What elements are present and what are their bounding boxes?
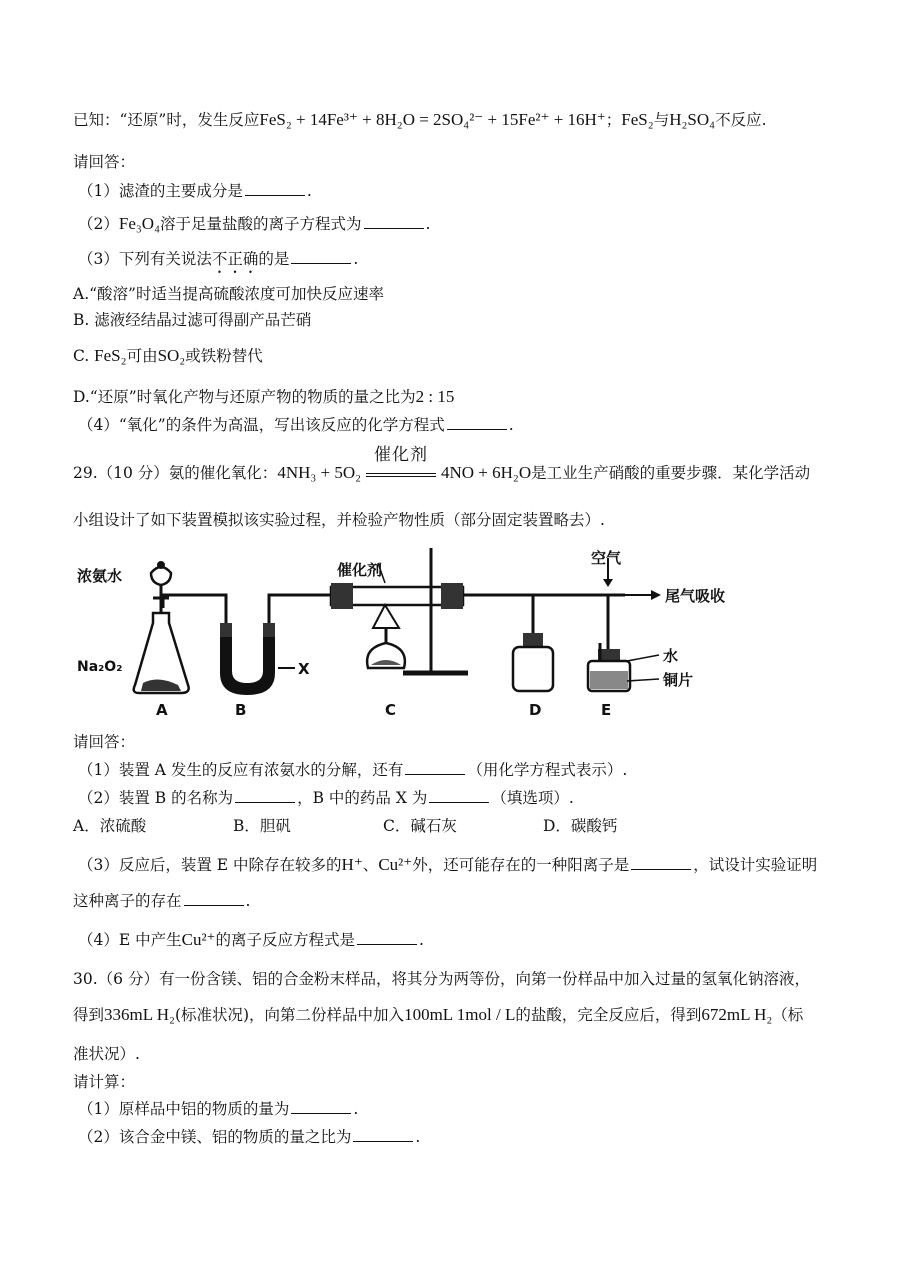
q29-tail: 是工业生产硝酸的重要步骤．某化学活动 (531, 464, 811, 482)
q28-part3 (78, 248, 358, 277)
option-d-text: D.“还原”时氧化产物与还原产物的物质的量之比为 (73, 388, 416, 406)
q29-header (73, 445, 811, 484)
q30-line3: 准状况）. (73, 1045, 140, 1063)
arrow-head-icon (651, 590, 661, 600)
q30-part2-text: （2）该合金中镁、铝的物质的量之比为 (78, 1128, 352, 1146)
option-c-label: C. (73, 347, 90, 365)
period: . (419, 931, 424, 949)
q29-part4 (78, 929, 424, 951)
label-conc-ammonia: 浓氨水 (77, 567, 123, 585)
answer-blank[interactable] (357, 930, 417, 945)
q29-part3-cont: 这种离子的存在 (73, 892, 182, 910)
q30-line1: 30.（6 分）有一份含镁、铝的合金粉末样品，将其分为两等份，向第一份样品中加入过量的氢氧化钠溶液， (73, 970, 810, 988)
h-ion: H⁺ (341, 855, 363, 874)
answer-blank[interactable] (291, 249, 351, 264)
q28-option-b: B. 滤液经结晶过滤可得副产品芒硝 (73, 311, 312, 329)
label-d: D (529, 701, 542, 719)
q29-options (73, 815, 617, 837)
q30-text-mid2: 的盐酸，完全反应后，得到 (515, 1006, 702, 1024)
q29-part2-text: （2）装置 B 的名称为 (78, 789, 234, 807)
label-copper: 铜片 (663, 671, 694, 689)
q29-part2-tail: （填选项）. (491, 789, 574, 807)
apparatus-a (134, 561, 189, 693)
reaction-condition (366, 445, 436, 477)
period: . (508, 416, 514, 434)
separator: 、 (362, 856, 379, 874)
q29-option-d: D．碳酸钙 (543, 817, 618, 835)
answer-blank[interactable] (184, 891, 244, 906)
period: . (353, 250, 359, 268)
label-b: B (235, 701, 247, 719)
q28-option-a: A.“酸溶”时适当提高硫酸浓度可加快反应速率 (73, 285, 384, 303)
q28-part4 (78, 414, 514, 436)
q29-part2-mid: ，B 中的药品 X 为 (297, 789, 428, 807)
h2so4-formula: H₂SO₄ (669, 110, 716, 129)
answer-blank[interactable] (447, 415, 507, 430)
option-c-tail: 或铁粉替代 (185, 347, 263, 365)
answer-blank[interactable] (353, 1127, 413, 1142)
label-tail-gas: 尾气吸收 (665, 587, 726, 605)
q28-part3-text: （3）下列有关说法 (78, 250, 212, 268)
q29-part4-tail: 的离子反应方程式是 (215, 931, 356, 949)
q30-line2 (73, 1004, 803, 1026)
q29-head: 29.（10 分）氨的催化氧化： (73, 464, 278, 482)
q28-part4-text: （4）“氧化”的条件为高温，写出该反应的化学方程式 (78, 416, 445, 434)
q29-line2: 小组设计了如下装置模拟该实验过程，并检验产物性质（部分固定装置略去）. (73, 511, 605, 529)
q30-part1-text: （1）原样品中铝的物质的量为 (78, 1100, 290, 1118)
label-e: E (601, 701, 612, 719)
cu-ion: Cu²⁺ (378, 855, 413, 874)
label-a: A (156, 701, 168, 719)
q29-part1-tail: （用化学方程式表示）. (467, 761, 628, 779)
no-reaction-text: 不反应. (715, 111, 767, 129)
answer-blank[interactable] (364, 214, 424, 229)
reduction-equation: FeS₂ + 14Fe³⁺ + 8H₂O = 2SO₄²⁻ + 15Fe²⁺ + 16H⁺ (259, 110, 606, 129)
period: . (353, 1100, 359, 1118)
answer-blank[interactable] (291, 1099, 351, 1114)
equals-bar (366, 473, 436, 477)
fes2-formula: FeS₂ (94, 346, 127, 365)
q29-part4-text: （4）E 中产生 (78, 931, 182, 949)
label-water: 水 (663, 647, 679, 665)
apparatus-diagram (73, 543, 763, 723)
period: . (425, 215, 431, 233)
q30-text-mid: (标准状况)，向第二份样品中加入 (174, 1006, 405, 1024)
period: . (306, 182, 312, 200)
label-c: C (385, 701, 397, 719)
fe3o4-formula: Fe₃O₄ (118, 214, 161, 233)
reactants: 4NH₃ + 5O₂ (277, 463, 362, 482)
volume-h2-2: 672mL H₂ (701, 1005, 773, 1024)
q29-part3 (78, 854, 817, 876)
q28-part3-tail: 的是 (258, 250, 290, 268)
q29-part3-line2 (73, 890, 250, 912)
answer-blank[interactable] (429, 788, 489, 803)
volume-h2-1: 336mL H₂ (104, 1005, 175, 1024)
answer-prompt-2: 请回答： (73, 733, 136, 751)
answer-blank[interactable] (245, 181, 305, 196)
period: . (415, 1128, 421, 1146)
answer-blank[interactable] (631, 855, 691, 870)
answer-prompt: 请回答： (73, 153, 136, 171)
label-air: 空气 (591, 549, 622, 567)
acid-amount: 100mL 1mol / L (404, 1005, 516, 1024)
q30-part1 (78, 1098, 358, 1120)
apparatus-d (513, 633, 553, 691)
apparatus-b (220, 623, 295, 695)
separator: ； (605, 111, 622, 129)
q28-option-d (73, 386, 454, 408)
q28-option-c (73, 345, 263, 367)
q29-part3-text: （3）反应后，装置 E 中除存在较多的 (78, 856, 342, 874)
q29-option-c: C．碱石灰 (383, 817, 457, 835)
q29-option-a: A．浓硫酸 (73, 817, 147, 835)
option-c-text: 可由 (126, 347, 158, 365)
emphasis-not-correct: 不正确 (211, 250, 259, 268)
q29-part2 (78, 787, 574, 809)
q29-option-b: B．胆矾 (233, 817, 291, 835)
q29-part3-mid: 外，还可能存在的一种阳离子是 (412, 856, 630, 874)
q29-part1 (78, 759, 627, 781)
label-x: X (298, 660, 310, 678)
answer-blank[interactable] (235, 788, 295, 803)
answer-blank[interactable] (405, 760, 465, 775)
q30-part2 (78, 1126, 420, 1148)
q28-part2-text: 溶于足量盐酸的离子方程式为 (160, 215, 362, 233)
label-na2o2: Na₂O₂ (77, 659, 123, 675)
fes2-formula: FeS₂ (621, 110, 654, 129)
period: . (245, 892, 251, 910)
products: 4NO + 6H₂O (440, 463, 532, 482)
q28-part1-text: （1）滤渣的主要成分是 (78, 182, 243, 200)
known-lead: 已知：“还原”时，发生反应 (73, 111, 260, 129)
connector-text: 与 (653, 111, 670, 129)
q29-part1-text: （1）装置 A 发生的反应有浓氨水的分解，还有 (78, 761, 404, 779)
q29-part3-tail: ，试设计实验证明 (693, 856, 818, 874)
q28-part2-num: （2） (78, 215, 119, 233)
q30-text: 得到 (73, 1006, 105, 1024)
known-reaction-line (73, 109, 767, 131)
cu-ion: Cu²⁺ (181, 930, 216, 949)
q28-part2 (78, 213, 430, 235)
so2-formula: SO₂ (157, 346, 186, 365)
catalyst-label: 催化剂 (374, 445, 429, 465)
ratio-value: 2 : 15 (415, 387, 455, 406)
q30-text-tail: （标 (772, 1006, 804, 1024)
label-catalyst: 催化剂 (337, 561, 383, 579)
q28-part1 (78, 180, 312, 202)
q30-calc-prompt: 请计算： (73, 1073, 136, 1091)
apparatus-e (588, 558, 659, 691)
